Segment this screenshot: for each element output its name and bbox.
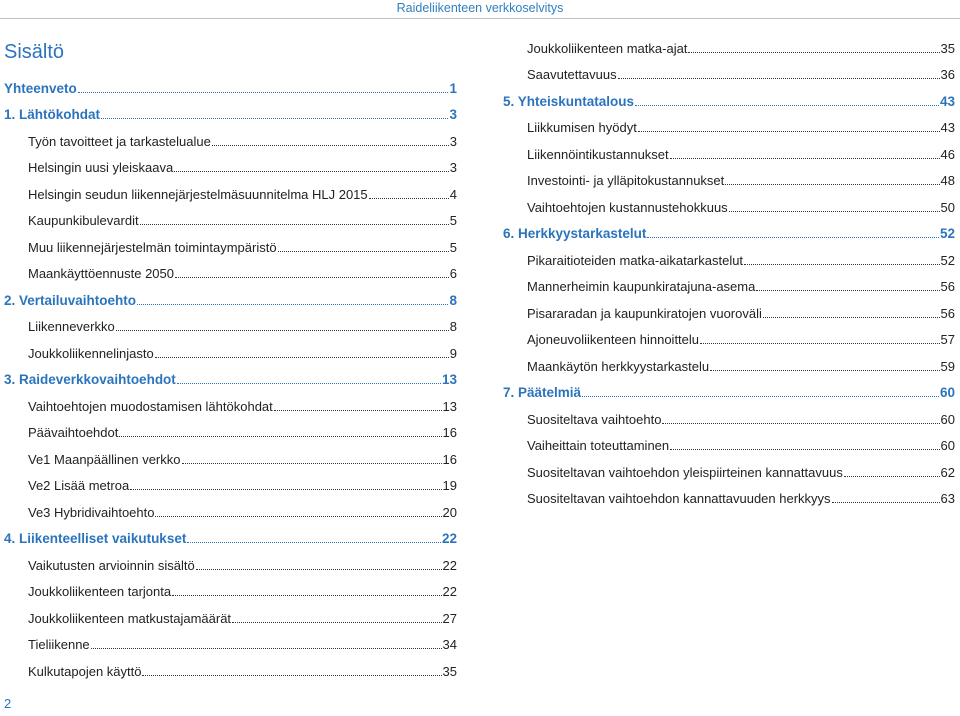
toc-entry-label: Tieliikenne	[28, 637, 90, 652]
toc-entry-label: 3. Raideverkkovaihtoehdot	[4, 372, 176, 387]
toc-dot-leader	[278, 250, 449, 252]
toc-entry-page: 5	[449, 239, 457, 255]
toc-dot-leader	[756, 289, 939, 291]
toc-entry-page: 63	[940, 491, 955, 506]
toc-entry-label: 1. Lähtökohdat	[4, 107, 101, 122]
toc-entry[interactable]	[503, 140, 955, 167]
toc-entry[interactable]	[4, 551, 457, 578]
toc-entry-label: Mannerheimin kaupunkiratajuna-asema	[527, 279, 756, 294]
toc-entry-page: 3	[449, 107, 457, 122]
toc-dot-leader	[763, 316, 940, 318]
toc-dot-leader	[119, 435, 441, 437]
toc-entry-label: Helsingin seudun liikennejärjestelmäsuunnitelma HLJ 2015	[28, 186, 368, 202]
toc-entry-page: 22	[442, 584, 457, 599]
toc-dot-leader	[744, 263, 939, 265]
toc-entry-label: Joukkoliikennelinjasto	[28, 345, 154, 361]
toc-entry-page: 5	[449, 213, 457, 228]
toc-dot-leader	[618, 77, 940, 79]
toc-entry[interactable]	[503, 485, 955, 512]
toc-entry[interactable]	[4, 419, 457, 446]
page-number: 2	[4, 696, 12, 711]
toc-chapter-entry[interactable]	[4, 525, 457, 552]
toc-dot-leader	[155, 356, 449, 358]
toc-entry-label: 5. Yhteiskuntatalous	[503, 93, 635, 109]
toc-entry-label: Pisararadan ja kaupunkiratojen vuoroväli	[527, 305, 762, 321]
toc-heading: Sisältö	[4, 41, 65, 63]
toc-entry-label: Liikenneverkko	[28, 319, 115, 334]
toc-entry-label: Maankäyttöennuste 2050	[28, 266, 174, 281]
toc-entry-page: 20	[442, 504, 457, 520]
toc-column-right	[503, 34, 955, 511]
toc-dot-leader	[638, 130, 940, 132]
toc-chapter-entry[interactable]	[4, 366, 457, 393]
toc-dot-leader	[130, 488, 441, 490]
toc-entry-label: Joukkoliikenteen matkustajamäärät	[28, 610, 232, 626]
toc-dot-leader	[101, 117, 448, 119]
toc-entry-page: 13	[441, 372, 457, 387]
toc-chapter-entry[interactable]	[4, 101, 457, 128]
toc-entry-label: Vaiheittain toteuttaminen	[527, 438, 670, 453]
toc-entry-label: Investointi- ja ylläpitokustannukset	[527, 173, 725, 188]
toc-entry-label: Työn tavoitteet ja tarkastelualue	[28, 133, 211, 149]
toc-entry-page: 59	[940, 358, 955, 374]
toc-entry[interactable]	[503, 167, 955, 194]
toc-entry-page: 27	[442, 610, 457, 626]
toc-dot-leader	[725, 183, 939, 185]
toc-dot-leader	[844, 475, 940, 477]
toc-chapter-entry[interactable]	[503, 87, 955, 114]
toc-dot-leader	[142, 674, 441, 676]
toc-entry-label: Joukkoliikenteen matka-ajat	[527, 40, 688, 56]
toc-entry-label: Suositeltava vaihtoehto	[527, 411, 662, 427]
toc-entry[interactable]	[4, 127, 457, 154]
toc-entry-page: 19	[442, 478, 457, 493]
toc-entry[interactable]	[4, 180, 457, 207]
toc-entry[interactable]	[4, 604, 457, 631]
toc-entry-page: 48	[940, 173, 955, 188]
toc-dot-leader	[700, 342, 940, 344]
toc-entry-page: 35	[442, 663, 457, 679]
toc-entry-page: 60	[940, 411, 955, 427]
toc-entry[interactable]	[4, 657, 457, 684]
toc-dot-leader	[688, 51, 939, 53]
toc-entry-label: Saavutettavuus	[527, 67, 617, 82]
toc-entry[interactable]	[4, 392, 457, 419]
toc-chapter-entry[interactable]	[4, 286, 457, 313]
toc-entry-page: 56	[940, 305, 955, 321]
toc-entry[interactable]	[503, 405, 955, 432]
toc-dot-leader	[662, 422, 939, 424]
toc-entry-page: 22	[441, 531, 457, 546]
toc-entry[interactable]	[503, 246, 955, 273]
toc-entry-label: Helsingin uusi yleiskaava	[28, 160, 174, 175]
toc-entry[interactable]	[503, 273, 955, 300]
toc-entry-label: Yhteenveto	[4, 80, 77, 96]
toc-dot-leader	[582, 395, 939, 397]
toc-entry-page: 8	[449, 292, 457, 308]
toc-entry-page: 50	[940, 199, 955, 215]
toc-entry-label: 6. Herkkyystarkastelut	[503, 226, 647, 241]
toc-entry-page: 16	[442, 451, 457, 467]
toc-entry-page: 22	[442, 557, 457, 573]
toc-entry-page: 3	[449, 160, 457, 175]
toc-entry-page: 1	[449, 80, 457, 96]
toc-entry-page: 60	[940, 438, 955, 453]
toc-entry-label: Vaihtoehtojen kustannustehokkuus	[527, 199, 728, 215]
toc-dot-leader	[647, 236, 939, 238]
toc-dot-leader	[137, 303, 448, 305]
toc-entry-page: 60	[939, 385, 955, 400]
toc-entry-label: Kulkutapojen käyttö	[28, 663, 142, 679]
toc-dot-leader	[232, 621, 441, 623]
toc-entry[interactable]	[4, 154, 457, 181]
toc-entry[interactable]	[503, 352, 955, 379]
toc-entry[interactable]	[4, 445, 457, 472]
toc-dot-leader	[670, 157, 940, 159]
toc-entry-label: Pikaraitioteiden matka-aikatarkastelut	[527, 252, 744, 268]
toc-entry-page: 35	[940, 40, 955, 56]
toc-dot-leader	[175, 276, 449, 278]
toc-entry-label: Maankäytön herkkyystarkastelu	[527, 358, 710, 374]
toc-entry[interactable]	[4, 578, 457, 605]
toc-entry-page: 13	[442, 398, 457, 414]
running-header-title: Raideliikenteen verkkoselvitys	[396, 1, 564, 15]
toc-entry-label: Ajoneuvoliikenteen hinnoittelu	[527, 332, 700, 347]
toc-entry[interactable]	[4, 498, 457, 525]
toc-entry-label: Joukkoliikenteen tarjonta	[28, 584, 172, 599]
toc-entry-label: Ve3 Hybridivaihtoehto	[28, 504, 155, 520]
toc-dot-leader	[729, 210, 940, 212]
toc-entry-label: Liikennöintikustannukset	[527, 146, 669, 162]
toc-dot-leader	[155, 515, 441, 517]
toc-entry-page: 3	[449, 133, 457, 149]
toc-column-left	[4, 74, 457, 684]
toc-entry-page: 9	[449, 345, 457, 361]
toc-dot-leader	[116, 329, 449, 331]
toc-entry-page: 52	[940, 252, 955, 268]
toc-entry-page: 43	[939, 93, 955, 109]
toc-dot-leader	[172, 594, 441, 596]
toc-entry[interactable]	[4, 339, 457, 366]
toc-entry[interactable]	[503, 114, 955, 141]
toc-entry[interactable]	[503, 458, 955, 485]
toc-entry-page: 52	[939, 226, 955, 241]
toc-dot-leader	[182, 462, 442, 464]
toc-entry-page: 43	[940, 120, 955, 135]
toc-entry-page: 62	[940, 464, 955, 480]
toc-entry[interactable]	[4, 233, 457, 260]
toc-entry[interactable]	[503, 61, 955, 88]
toc-dot-leader	[832, 501, 940, 503]
toc-entry[interactable]	[503, 432, 955, 459]
toc-entry-label: Kaupunkibulevardit	[28, 213, 139, 228]
toc-entry-page: 8	[449, 319, 457, 334]
toc-chapter-entry[interactable]	[503, 379, 955, 406]
toc-dot-leader	[187, 541, 441, 543]
toc-dot-leader	[196, 568, 442, 570]
toc-dot-leader	[78, 91, 449, 93]
toc-dot-leader	[212, 144, 449, 146]
toc-chapter-entry[interactable]	[4, 74, 457, 101]
toc-entry-label: Suositeltavan vaihtoehdon yleispiirteinen kannattavuus	[527, 464, 843, 480]
toc-chapter-entry[interactable]	[503, 220, 955, 247]
toc-entry-label: Muu liikennejärjestelmän toimintaympäristö	[28, 239, 277, 255]
toc-entry-page: 56	[940, 279, 955, 294]
toc-entry-page: 57	[940, 332, 955, 347]
toc-entry-page: 16	[442, 425, 457, 440]
toc-entry-label: Suositeltavan vaihtoehdon kannattavuuden herkkyys	[527, 491, 831, 506]
toc-entry-label: 2. Vertailuvaihtoehto	[4, 292, 137, 308]
toc-dot-leader	[369, 197, 449, 199]
toc-dot-leader	[635, 104, 939, 106]
toc-dot-leader	[91, 647, 442, 649]
toc-entry-label: Päävaihtoehdot	[28, 425, 119, 440]
toc-dot-leader	[274, 409, 442, 411]
toc-entry-page: 46	[940, 146, 955, 162]
toc-entry[interactable]	[503, 326, 955, 353]
toc-entry[interactable]	[4, 207, 457, 234]
toc-entry-label: 7. Päätelmiä	[503, 385, 582, 400]
toc-entry[interactable]	[4, 472, 457, 499]
toc-entry[interactable]	[4, 631, 457, 658]
toc-entry[interactable]	[4, 260, 457, 287]
toc-entry[interactable]	[503, 193, 955, 220]
toc-entry[interactable]	[503, 34, 955, 61]
toc-entry[interactable]	[503, 299, 955, 326]
toc-entry-label: Ve1 Maanpäällinen verkko	[28, 451, 181, 467]
header-divider	[0, 18, 960, 19]
toc-entry-label: Vaihtoehtojen muodostamisen lähtökohdat	[28, 398, 273, 414]
toc-entry-label: Ve2 Lisää metroa	[28, 478, 130, 493]
toc-entry-page: 6	[449, 266, 457, 281]
toc-dot-leader	[177, 382, 441, 384]
toc-entry[interactable]	[4, 313, 457, 340]
toc-dot-leader	[174, 170, 449, 172]
toc-entry-page: 4	[449, 186, 457, 202]
toc-dot-leader	[140, 223, 449, 225]
toc-entry-label: Liikkumisen hyödyt	[527, 120, 637, 135]
toc-dot-leader	[710, 369, 939, 371]
toc-entry-page: 34	[442, 637, 457, 652]
toc-entry-label: 4. Liikenteelliset vaikutukset	[4, 531, 187, 546]
toc-dot-leader	[670, 448, 939, 450]
toc-entry-label: Vaikutusten arvioinnin sisältö	[28, 557, 195, 573]
toc-entry-page: 36	[940, 67, 955, 82]
